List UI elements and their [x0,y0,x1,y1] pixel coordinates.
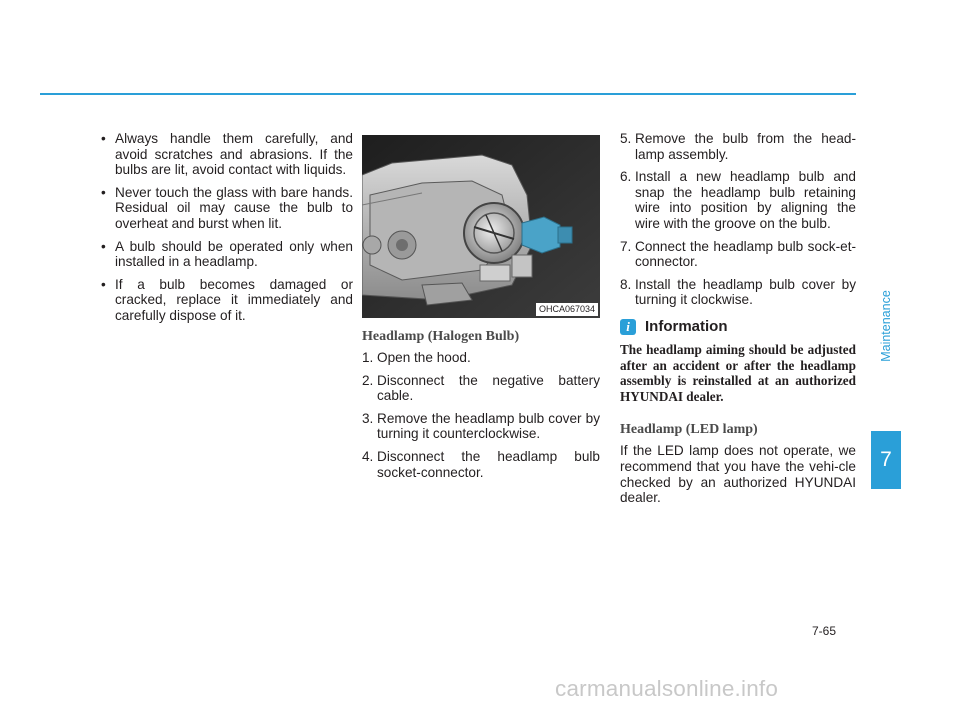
section-label: Maintenance [879,290,893,362]
list-item [362,411,600,442]
step-number: 8. [620,276,632,292]
list-item [620,169,856,231]
halogen-steps-part2 [620,131,856,308]
list-item [620,277,856,308]
figure-code: OHCA067034 [536,303,598,316]
step-number: 5. [620,131,632,146]
information-header [620,319,856,335]
step-text: Install the headlamp bulb cover by turning it clockwise. [635,276,856,308]
halogen-steps-part1 [362,350,600,480]
page-number: 7-65 [812,624,837,638]
led-text: If the LED lamp does not operate, we recommend that you have the vehi-cle checked by an authorized HYUNDAI dealer. [620,443,856,506]
chapter-number: 7 [871,431,901,489]
step-number: 4. [362,448,374,464]
information-text: The headlamp aiming should be adjusted after an accident or after the headlamp assembly is reinstalled at an authorized HYUNDAI dealer. [620,341,856,404]
halogen-column [362,329,600,487]
list-item [620,131,856,162]
list-item [362,373,600,404]
led-heading: Headlamp (LED lamp) [620,422,758,438]
top-rule [40,93,856,95]
list-item: • A bulb should be operated only when installed in a headlamp. [101,239,353,270]
precautions-column [101,131,353,331]
step-number: 7. [620,238,632,254]
step-text: Disconnect the headlamp bulb socket-connector. [377,448,600,480]
headlamp-drawing [362,135,600,318]
step-text: Install a new headlamp bulb and snap the headlamp bulb retaining wire into position by aligning the wire with the groove on the bulb. [635,169,856,231]
step-number: 3. [362,410,374,426]
halogen-heading: Headlamp (Halogen Bulb) [362,329,520,344]
step-number: 2. [362,372,374,388]
step-text: Open the hood. [377,350,471,365]
step-text: Remove the bulb from the head-lamp assembly. [635,131,856,162]
step-text: Remove the headlamp bulb cover by turning it counterclockwise. [377,410,600,442]
step-text: Connect the headlamp bulb sock-et-connector. [635,238,856,270]
headlamp-illustration [362,135,600,318]
info-icon: i [620,319,636,335]
step-text: Disconnect the negative battery cable. [377,372,600,404]
step-number: 6. [620,169,632,185]
list-item: • Never touch the glass with bare hands. Residual oil may cause the bulb to overheat and burst when lit. [101,185,353,232]
precaution-list [101,131,353,324]
list-item: • Always handle them carefully, and avoid scratches and abrasions. If the bulbs are lit, avoid contact with liquids. [101,131,353,178]
list-item: • If a bulb becomes damaged or cracked, replace it immediately and carefully dispose of it. [101,277,353,324]
step-number: 1. [362,350,374,365]
right-column [620,131,856,506]
watermark: carmanualsonline.info [555,676,779,701]
information-title: Information [645,318,728,336]
list-item [362,350,600,366]
list-item [362,449,600,480]
section-tab [873,236,899,416]
list-item [620,239,856,270]
